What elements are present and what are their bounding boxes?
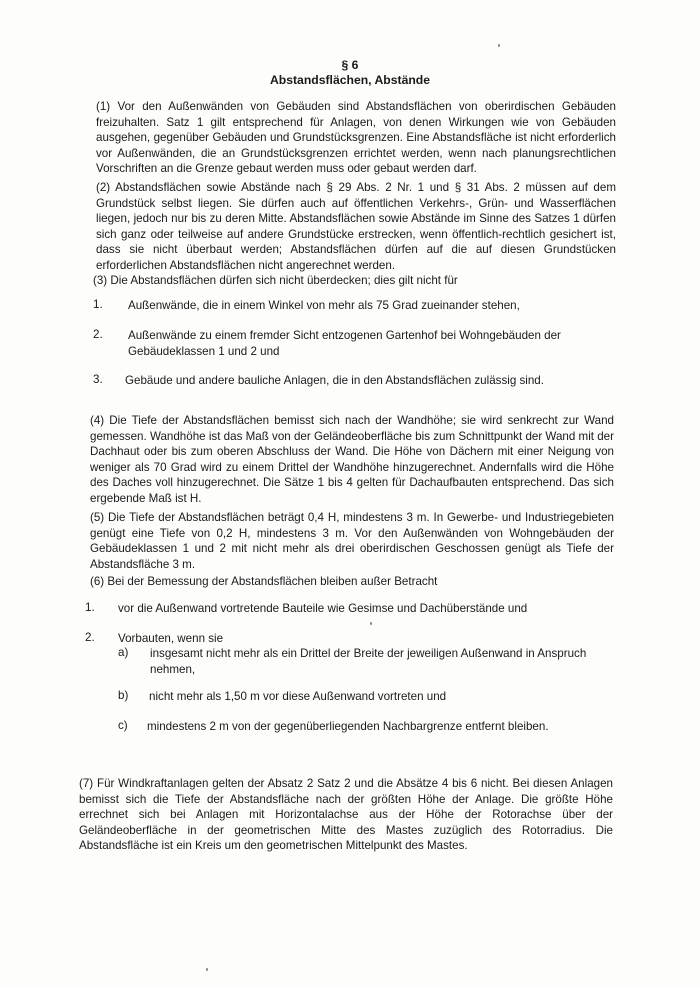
sub-item-letter: b) xyxy=(118,689,129,702)
sub-item-text: nicht mehr als 1,50 m vor diese Außenwand vortreten und xyxy=(149,690,447,703)
list-item-text: Außenwände zu einem fremder Sicht entzogenen Gartenhof bei Wohngebäuden der Gebäudeklassen 1 und 2 und xyxy=(128,329,561,358)
section-title: Abstandsflächen, Abstände xyxy=(269,73,431,87)
list-item-number: 1. xyxy=(85,601,95,614)
paragraph-6-intro: (6) Bei der Bemessung der Abstandsflächen bleiben außer Betracht xyxy=(90,575,438,588)
paragraph-7: (7) Für Windkraftanlagen gelten der Absatz 2 Satz 2 und die Absätze 4 bis 6 nicht. Bei diesen Anlagen bemisst sich die Tiefe der Abstandsfläche nach der größten Höhe der Anlage. Die größte Höhe errechnet sich bei Anlagen mit Horizontalachse aus der Höhe der Rotorachse über der Geländeoberfläche in der geometrischen Mitte des Mastes zuzüglich des Rotorradius. Die Abstandsfläche ist ein Kreis um den geometrischen Mittelpunkt des Mastes. xyxy=(79,777,613,853)
paragraph-4: (4) Die Tiefe der Abstandsflächen bemisst sich nach der Wandhöhe; sie wird senkrecht zur Wand gemessen. Wandhöhe ist das Maß von der Geländeoberfläche bis zum Schnittpunkt der Wand mit der Dachhaut oder bis zum oberen Abschluss der Wand. Die Höhe von Dächern mit einer Neigung von weniger als 70 Grad wird zu einem Drittel der Wandhöhe hinzugerechnet. Andernfalls wird die Höhe des Daches voll hinzugerechnet. Die Sätze 1 bis 4 gelten für Dachaufbauten entsprechend. Das sich ergebende Maß ist H. xyxy=(90,414,614,505)
paragraph-3-intro: (3) Die Abstandsflächen dürfen sich nicht überdecken; dies gilt nicht für xyxy=(93,274,458,287)
section-number: § 6 xyxy=(341,58,359,72)
sub-item-text: insgesamt nicht mehr als ein Drittel der Breite der jeweiligen Außenwand in Anspruch nehmen, xyxy=(150,647,587,676)
sub-item-text: mindestens 2 m von der gegenüberliegenden Nachbargrenze entfernt bleiben. xyxy=(147,720,549,733)
paragraph-1: (1) Vor den Außenwänden von Gebäuden sind Abstandsflächen von oberirdischen Gebäuden freizuhalten. Satz 1 gilt entsprechend für Anlagen, von denen Wirkungen wie von Gebäuden ausgehen, gegenüber Gebäuden und Grundstücksgrenzen. Eine Abstandsfläche ist nicht erforderlich vor Außenwänden, die an Grundstücksgrenzen errichtet werden, wenn nach planungsrechtlichen Vorschriften an die Grenze gebaut werden muss oder gebaut werden darf. xyxy=(96,100,616,176)
scan-speck xyxy=(498,44,500,47)
list-item-text: Außenwände, die in einem Winkel von mehr als 75 Grad zueinander stehen, xyxy=(128,299,520,312)
paragraph-2: (2) Abstandsflächen sowie Abstände nach § 29 Abs. 2 Nr. 1 und § 31 Abs. 2 müssen auf dem Grundstück selbst liegen. Sie dürfen auch auf öffentlichen Verkehrs-, Grün- und Wasserflächen liegen, jedoch nur bis zu deren Mitte. Abstandsflächen sowie Abstände im Sinne des Satzes 1 dürfen sich ganz oder teilweise auf andere Grundstücke erstrecken, wenn öffentlich-rechtlich gesichert ist, dass sie nicht überbaut werden; Abstandsflächen dürfen auf die auf diesen Grundstücken erforderlichen Abstandsflächen nicht angerechnet werden. xyxy=(96,181,616,272)
list-item-number: 2. xyxy=(85,631,95,644)
list-item-text: Gebäude und andere bauliche Anlagen, die in den Abstandsflächen zulässig sind. xyxy=(125,374,544,387)
list-item-number: 3. xyxy=(93,373,103,386)
list-item-text: Vorbauten, wenn sie xyxy=(118,632,224,645)
list-item-number: 2. xyxy=(93,328,103,341)
scan-speck xyxy=(370,622,372,625)
paragraph-5: (5) Die Tiefe der Abstandsflächen beträgt 0,4 H, mindestens 3 m. In Gewerbe- und Industriegebieten genügt eine Tiefe von 0,2 H, mindestens 3 m. Vor den Außenwänden von Wohngebäuden der Gebäudeklassen 1 und 2 mit nicht mehr als drei oberirdischen Geschossen genügt als Tiefe der Abstandsfläche 3 m. xyxy=(90,511,614,571)
list-item-number: 1. xyxy=(93,298,103,311)
sub-item-letter: a) xyxy=(118,646,129,659)
sub-item-letter: c) xyxy=(118,719,128,732)
scan-speck xyxy=(206,968,208,971)
list-item-text: vor die Außenwand vortretende Bauteile wie Gesimse und Dachüberstände und xyxy=(118,602,528,615)
